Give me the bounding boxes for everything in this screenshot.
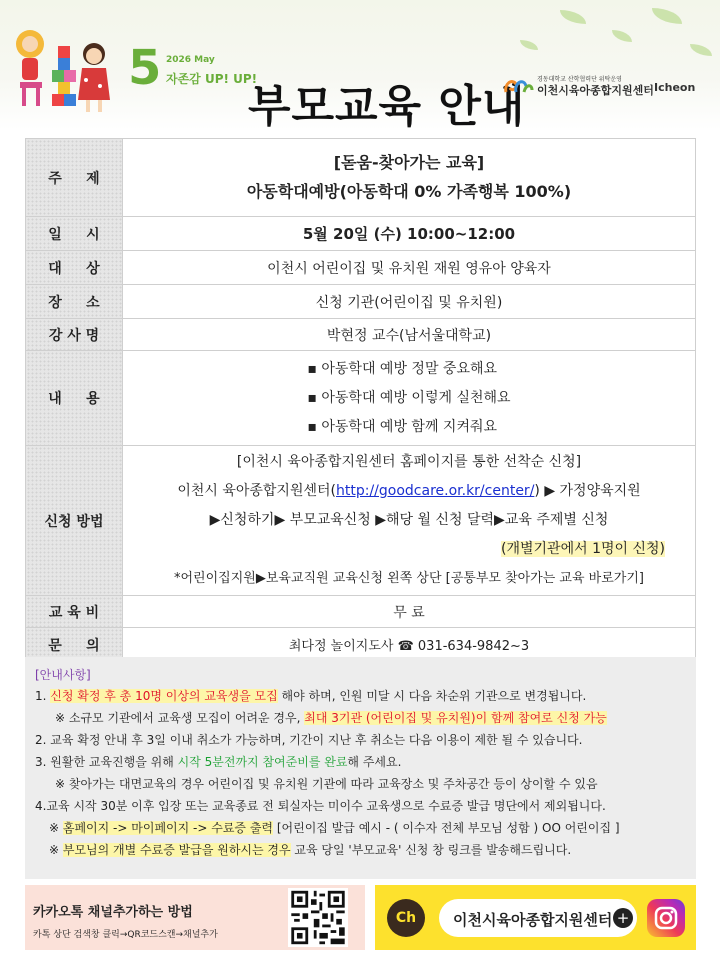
notice-title: [안내사항]	[35, 668, 91, 682]
notice-box	[25, 657, 696, 879]
lecturer-value: 박현정 교수(남서울대학교)	[123, 319, 696, 351]
notice-highlight: 홈페이지 -> 마이페이지 -> 수료증 출력	[62, 821, 274, 835]
center-homepage-link[interactable]: http://goodcare.or.kr/center/	[336, 483, 535, 499]
notice-highlight: 최대 3기관 (어린이집 및 유치원)이 함께 참여로 신청 가능	[304, 711, 607, 725]
fee-value: 무 료	[123, 596, 696, 628]
instagram-icon[interactable]	[647, 899, 685, 937]
notice-item-1	[35, 685, 688, 707]
notice-text: 해 주세요.	[347, 755, 402, 769]
guide-steps: 카톡 상단 검색창 클릭→QR코드스캔→채널추가	[33, 930, 218, 940]
logo-name: 이천시육아종합지원센터	[537, 84, 654, 97]
apply-line-1: [이천시 육아종합지원센터 홈페이지를 통한 선착순 신청]	[236, 454, 582, 470]
plus-icon: +	[613, 908, 633, 928]
channel-add-button[interactable]	[439, 899, 637, 937]
table-row	[26, 319, 696, 351]
date-value: 5월 20일 (수) 10:00~12:00	[123, 217, 696, 251]
content-value	[123, 351, 696, 446]
table-row	[26, 351, 696, 446]
contact-value: 최다정 놀이지도사 ☎ 031-634-9842~3	[123, 628, 696, 662]
children-playing-illustration	[10, 24, 122, 118]
topic-line-2: 아동학대예방(아동학대 0% 가족행복 100%)	[246, 181, 572, 201]
notice-text: ※	[49, 821, 63, 835]
apply-note-highlight: (개별기관에서 1명이 신청)	[501, 541, 665, 557]
notice-item-3-sub: ※ 찾아가는 대면교육의 경우 어린이집 및 유치원 기관에 따라 교육장소 및 주차공간 등이 상이할 수 있음	[55, 777, 598, 791]
content-label: 내 용	[26, 351, 123, 446]
notice-text: ※ 소규모 기관에서 교육생 모집이 어려운 경우,	[55, 711, 305, 725]
page-title: 부모교육 안내	[248, 81, 526, 132]
list-item: ▪ 아동학대 예방 함께 지켜줘요	[307, 418, 498, 435]
content-list	[307, 355, 510, 442]
contact-label: 문 의	[26, 628, 123, 662]
topic-line-1: [돋움-찾아가는 교육]	[333, 152, 485, 172]
fee-label: 교 육 비	[26, 596, 123, 628]
date-label: 일 시	[26, 217, 123, 251]
center-logo	[502, 72, 712, 102]
apply-label: 신청 방법	[26, 446, 123, 596]
slogan: 자존감 UP! UP!	[166, 72, 258, 86]
apply-line-2	[123, 477, 695, 506]
notice-item-1-sub	[35, 707, 688, 729]
lecturer-label: 강 사 명	[26, 319, 123, 351]
instagram-glyph	[647, 899, 685, 937]
notice-item-4: 4.교육 시작 30분 이후 입장 또는 교육종료 전 퇴실자는 미이수 교육생으로 수료증 발급 명단에서 제외됩니다.	[35, 799, 606, 813]
topic-label: 주 제	[26, 139, 123, 217]
apply-line-2-post: ) ▶ 가정양육지원	[534, 483, 641, 499]
notice-text: 해야 하며, 인원 미달 시 다음 차순위 기관으로 변경됩니다.	[277, 689, 587, 703]
notice-text: [어린이집 발급 예시 - ( 이수자 전체 부모님 성함 ) OO 어린이집 ]	[273, 821, 620, 835]
table-row	[26, 251, 696, 285]
channel-name: 이천시육아종합지원센터	[453, 911, 613, 929]
topic-value	[123, 139, 696, 217]
notice-highlight: 신청 확정 후 총 10명 이상의 교육생을 모집	[50, 689, 278, 703]
notice-highlight: 시작 5분전까지 참여준비를 완료	[177, 755, 348, 769]
education-info-table	[25, 138, 696, 662]
place-value: 신청 기관(어린이집 및 유치원)	[123, 285, 696, 319]
logo-subtitle: 경동대학교 산학협력단 위탁운영	[537, 76, 622, 83]
table-row	[26, 446, 696, 596]
table-row	[26, 217, 696, 251]
city-logo: Icheon	[654, 81, 696, 94]
apply-value	[123, 446, 696, 596]
table-row	[26, 596, 696, 628]
notice-text: 교육 당일 '부모교육' 신청 창 링크를 발송해드립니다.	[290, 843, 572, 857]
notice-item-4-sub-2	[35, 839, 688, 861]
apply-line-3: ▶신청하기▶ 부모교육신청 ▶해당 월 신청 달력▶교육 주제별 신청	[209, 512, 609, 528]
kakao-channel-bar	[375, 885, 696, 950]
notice-item-4-sub-1	[35, 817, 688, 839]
issue-date: 2026 May	[166, 55, 215, 65]
notice-text: ※	[49, 843, 63, 857]
issue-number: 5	[128, 40, 162, 96]
notice-item-3	[35, 751, 688, 773]
place-label: 장 소	[26, 285, 123, 319]
guide-title: 카카오톡 채널추가하는 방법	[33, 905, 193, 920]
target-value: 이천시 어린이집 및 유치원 재원 영유아 양육자	[123, 251, 696, 285]
apply-line-4	[123, 535, 695, 564]
qr-code-icon[interactable]	[288, 888, 348, 947]
apply-line-2-pre: 이천시 육아종합지원센터(	[177, 483, 336, 499]
target-label: 대 상	[26, 251, 123, 285]
notice-text: 1.	[35, 689, 51, 703]
kakao-channel-guide	[25, 885, 365, 950]
apply-line-5: *어린이집지원▶보육교직원 교육신청 왼쪽 상단 [공통부모 찾아가는 교육 바로가기]	[174, 571, 644, 586]
table-row	[26, 139, 696, 217]
table-row	[26, 285, 696, 319]
notice-text: 3. 원활한 교육진행을 위해	[35, 755, 178, 769]
kakao-channel-icon[interactable]: Ch	[387, 899, 425, 937]
notice-highlight: 부모님의 개별 수료증 발급을 원하시는 경우	[62, 843, 291, 857]
poster-header	[0, 0, 720, 130]
list-item: ▪ 아동학대 예방 이렇게 실천해요	[307, 389, 511, 406]
notice-item-2: 2. 교육 확정 안내 후 3일 이내 취소가 가능하며, 기간이 지난 후 취소는 다음 이용이 제한 될 수 있습니다.	[35, 733, 583, 747]
center-logo-icon	[502, 74, 534, 98]
list-item: ▪ 아동학대 예방 정말 중요해요	[307, 360, 498, 377]
